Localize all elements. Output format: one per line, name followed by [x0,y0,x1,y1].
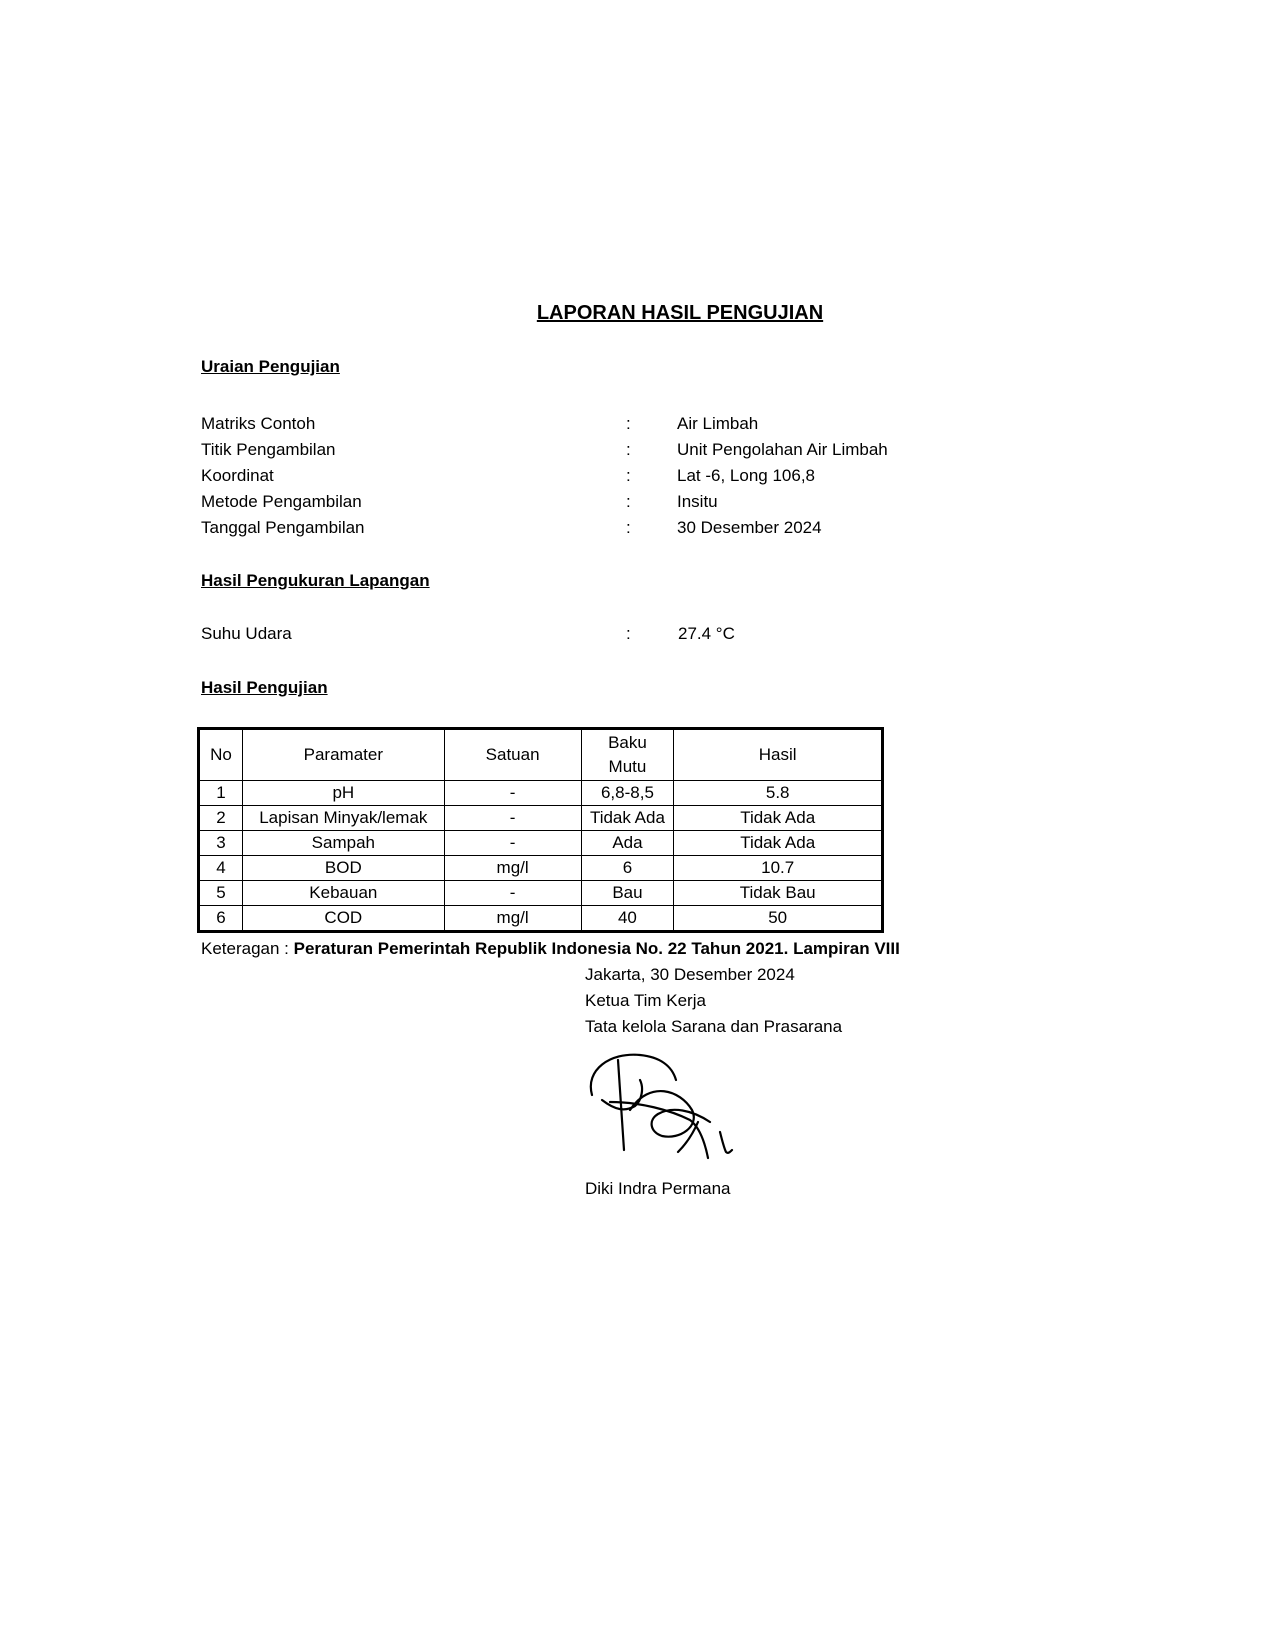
cell-hasil: 50 [674,906,883,932]
cell-parameter: BOD [242,856,444,881]
note-label: Keteragan : [201,939,289,958]
cell-no: 5 [199,881,243,906]
uraian-colon-matriks: : [626,414,631,433]
cell-baku-mutu: Tidak Ada [581,806,674,831]
cell-no: 6 [199,906,243,932]
uraian-value-metode: Insitu [677,492,718,511]
cell-satuan: mg/l [444,856,581,881]
lapangan-label-suhu: Suhu Udara [201,624,292,643]
signature-place-date: Jakarta, 30 Desember 2024 [585,965,795,984]
cell-hasil: 5.8 [674,781,883,806]
cell-baku-mutu: 6 [581,856,674,881]
note [201,939,900,959]
cell-baku-mutu: 40 [581,906,674,932]
table-row [199,881,883,906]
cell-parameter: Lapisan Minyak/lemak [242,806,444,831]
cell-baku-mutu: 6,8-8,5 [581,781,674,806]
cell-no: 1 [199,781,243,806]
cell-parameter: pH [242,781,444,806]
uraian-value-titik: Unit Pengolahan Air Limbah [677,440,888,459]
uraian-label-matriks: Matriks Contoh [201,414,316,433]
cell-satuan: - [444,806,581,831]
table-row [199,906,883,932]
uraian-colon-metode: : [626,492,631,511]
uraian-label-tanggal: Tanggal Pengambilan [201,518,365,537]
cell-parameter: Kebauan [242,881,444,906]
uraian-colon-titik: : [626,440,631,459]
uraian-value-tanggal: 30 Desember 2024 [677,518,822,537]
signature-position-1: Ketua Tim Kerja [585,991,706,1010]
cell-satuan: - [444,831,581,856]
header-parameter: Paramater [242,729,444,781]
header-baku-mutu [581,729,674,781]
uraian-colon-koordinat: : [626,466,631,485]
uraian-label-titik: Titik Pengambilan [201,440,336,459]
lapangan-colon-suhu: : [626,624,631,643]
table-header-row [199,729,883,781]
table-row [199,781,883,806]
results-table [197,727,884,933]
uraian-label-koordinat: Koordinat [201,466,274,485]
header-satuan: Satuan [444,729,581,781]
handwritten-signature [580,1040,750,1170]
cell-hasil: 10.7 [674,856,883,881]
cell-baku-mutu: Ada [581,831,674,856]
header-baku-mutu-line-2: Mutu [608,757,647,776]
cell-hasil: Tidak Ada [674,831,883,856]
cell-satuan: mg/l [444,906,581,932]
header-hasil: Hasil [674,729,883,781]
cell-satuan: - [444,781,581,806]
table-row [199,856,883,881]
cell-no: 2 [199,806,243,831]
cell-no: 3 [199,831,243,856]
table-row [199,806,883,831]
cell-hasil: Tidak Ada [674,806,883,831]
uraian-value-matriks: Air Limbah [677,414,759,433]
table-row [199,831,883,856]
section-heading-uraian: Uraian Pengujian [201,357,340,376]
signatory-name: Diki Indra Permana [585,1179,731,1198]
cell-no: 4 [199,856,243,881]
uraian-label-metode: Metode Pengambilan [201,492,362,511]
uraian-value-koordinat: Lat -6, Long 106,8 [677,466,816,485]
report-title: LAPORAN HASIL PENGUJIAN [536,302,824,324]
section-heading-hasil: Hasil Pengujian [201,678,328,697]
cell-satuan: - [444,881,581,906]
note-regulation: Peraturan Pemerintah Republik Indonesia No. 22 Tahun 2021. Lampiran VIII [293,939,900,958]
header-no: No [199,729,243,781]
signature-position-2: Tata kelola Sarana dan Prasarana [585,1017,843,1036]
cell-parameter: COD [242,906,444,932]
cell-baku-mutu: Bau [581,881,674,906]
cell-hasil: Tidak Bau [674,881,883,906]
uraian-colon-tanggal: : [626,518,631,537]
cell-parameter: Sampah [242,831,444,856]
header-baku-mutu-line-1: Baku [608,733,647,752]
lapangan-value-suhu: 27.4 °C [678,624,735,643]
section-heading-lapangan: Hasil Pengukuran Lapangan [201,571,430,590]
